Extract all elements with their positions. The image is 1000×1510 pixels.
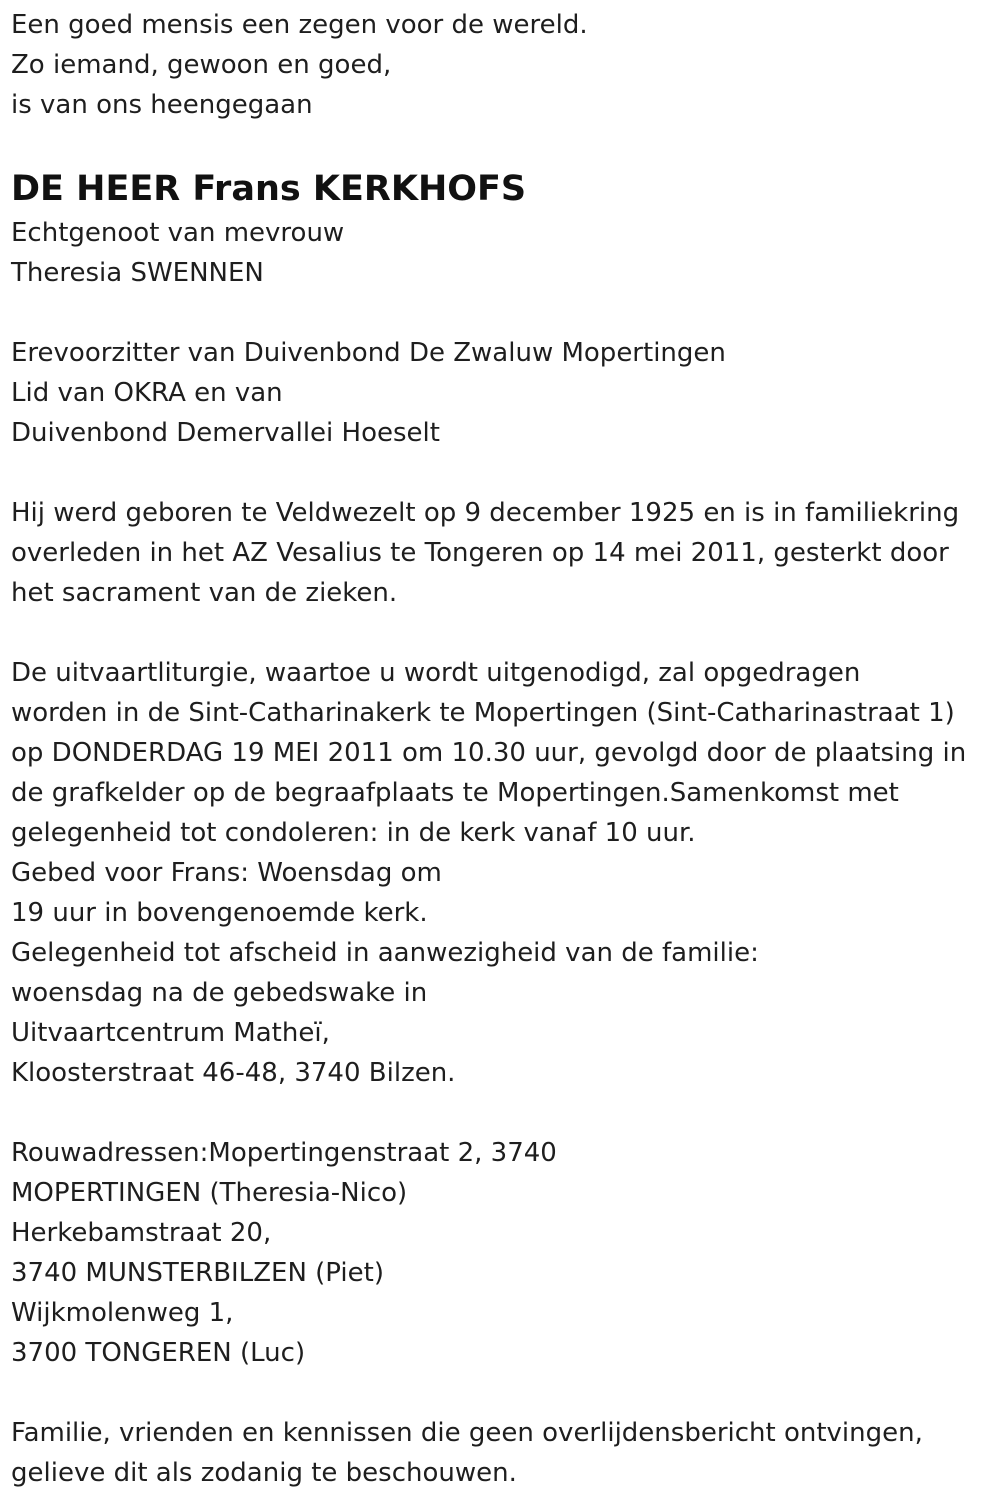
biography-line: het sacrament van de zieken. xyxy=(11,578,398,608)
intro-line: is van ons heengegaan xyxy=(11,90,313,120)
spacer xyxy=(11,1093,996,1133)
funeral-line: worden in de Sint-Catharinakerk te Mopertingen (Sint-Catharinastraat 1) xyxy=(11,698,955,728)
address-line: 3700 TONGEREN (Luc) xyxy=(11,1338,306,1368)
spacer xyxy=(11,125,996,165)
funeral-line: Gelegenheid tot afscheid in aanwezigheid van de familie: xyxy=(11,938,759,968)
spacer xyxy=(11,613,996,653)
funeral-line: 19 uur in bovengenoemde kerk. xyxy=(11,898,428,928)
spouse-line: Theresia SWENNEN xyxy=(11,258,264,288)
membership-line: Erevoorzitter van Duivenbond De Zwaluw Mopertingen xyxy=(11,338,726,368)
memberships-block xyxy=(11,333,996,453)
spacer xyxy=(11,1373,996,1413)
funeral-line: de grafkelder op de begraafplaats te Mopertingen.Samenkomst met xyxy=(11,778,899,808)
intro-line: Een goed mensis een zegen voor de wereld. xyxy=(11,10,588,40)
address-line: Herkebamstraat 20, xyxy=(11,1218,272,1248)
funeral-paragraph xyxy=(11,653,996,1093)
closing-line: gelieve dit als zodanig te beschouwen. xyxy=(11,1458,517,1488)
funeral-line: gelegenheid tot condoleren: in de kerk vanaf 10 uur. xyxy=(11,818,696,848)
address-line: Wijkmolenweg 1, xyxy=(11,1298,234,1328)
address-line: 3740 MUNSTERBILZEN (Piet) xyxy=(11,1258,384,1288)
funeral-line: Kloosterstraat 46-48, 3740 Bilzen. xyxy=(11,1058,456,1088)
obituary-notice xyxy=(11,5,996,1493)
spouse-line: Echtgenoot van mevrouw xyxy=(11,218,345,248)
funeral-line: Gebed voor Frans: Woensdag om xyxy=(11,858,442,888)
funeral-line: De uitvaartliturgie, waartoe u wordt uitgenodigd, zal opgedragen xyxy=(11,658,861,688)
funeral-line: woensdag na de gebedswake in xyxy=(11,978,428,1008)
funeral-line: op DONDERDAG 19 MEI 2011 om 10.30 uur, gevolgd door de plaatsing in xyxy=(11,738,967,768)
spacer xyxy=(11,293,996,333)
address-line: MOPERTINGEN (Theresia-Nico) xyxy=(11,1178,408,1208)
funeral-line: Uitvaartcentrum Matheï, xyxy=(11,1018,330,1048)
spouse-block xyxy=(11,213,996,293)
biography-line: overleden in het AZ Vesalius te Tongeren op 14 mei 2011, gesterkt door xyxy=(11,538,949,568)
membership-line: Lid van OKRA en van xyxy=(11,378,283,408)
address-line: Rouwadressen:Mopertingenstraat 2, 3740 xyxy=(11,1138,557,1168)
addresses-block xyxy=(11,1133,996,1373)
closing-line: Familie, vrienden en kennissen die geen overlijdensbericht ontvingen, xyxy=(11,1418,923,1448)
closing-paragraph xyxy=(11,1413,996,1493)
spacer xyxy=(11,453,996,493)
biography-line: Hij werd geboren te Veldwezelt op 9 december 1925 en is in familiekring xyxy=(11,498,960,528)
membership-line: Duivenbond Demervallei Hoeselt xyxy=(11,418,440,448)
intro-verse xyxy=(11,5,996,125)
deceased-name: DE HEER Frans KERKHOFS xyxy=(11,169,527,209)
intro-line: Zo iemand, gewoon en goed, xyxy=(11,50,392,80)
biography-paragraph xyxy=(11,493,996,613)
